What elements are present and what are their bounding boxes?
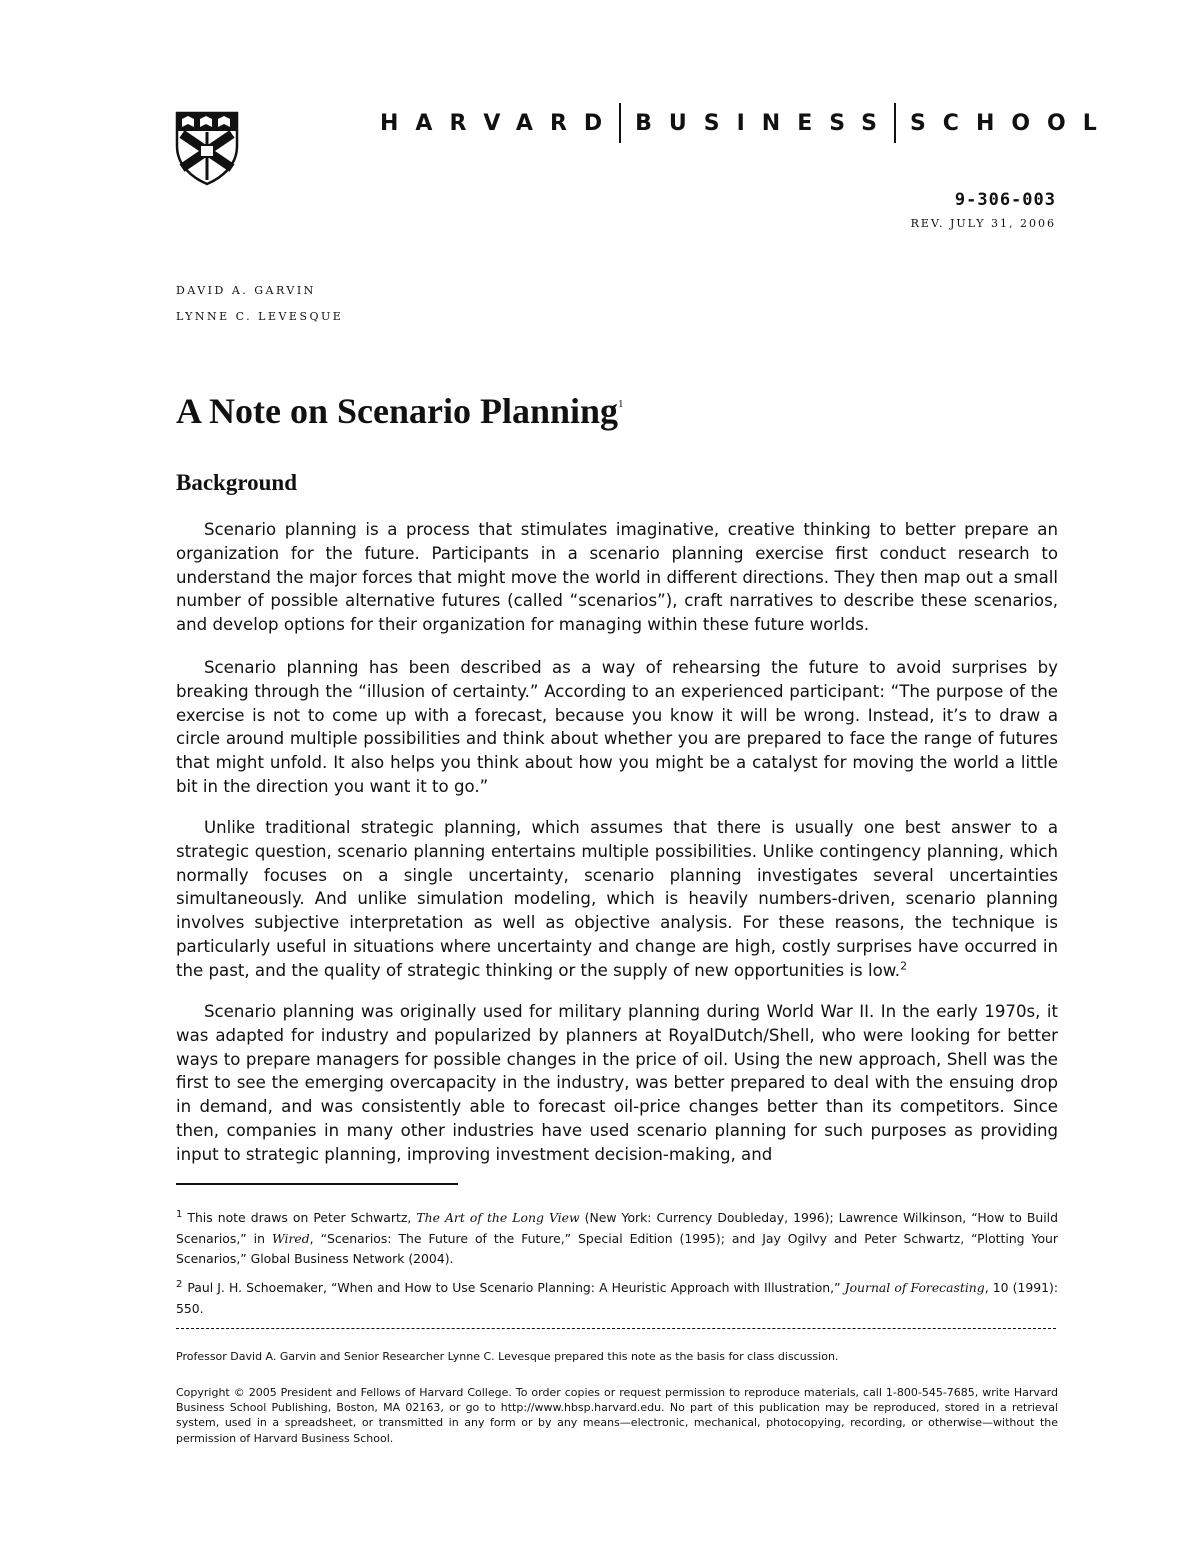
masthead-word-harvard: HARVARD xyxy=(380,110,620,136)
body-paragraph: Scenario planning was originally used for military planning during World War II. In the early 1970s, it was adapted for industry and popularized by planners at RoyalDutch/Shell, who were looking for better ways to prepare managers for possible changes in the price of oil. Using the new approach, Shell was the first to see the emerging overcapacity in the industry, was better prepared to deal with the ensuing drop in demand, and was consistently able to forecast oil-price changes better than its competitors. Since then, companies in many other industries have used scenario planning for such purposes as providing input to strategic planning, improving investment decision-making, and xyxy=(176,1002,1058,1164)
footnote-text: This note draws on Peter Schwartz, xyxy=(187,1210,417,1225)
footnote-italic: Journal of Forecasting xyxy=(844,1280,985,1295)
document-title xyxy=(176,390,624,432)
masthead-word-business: BUSINESS xyxy=(635,110,894,136)
body-paragraph: Scenario planning is a process that stimulates imaginative, creative thinking to better prepare an organization for the future. Participants in a scenario planning exercise first conduct research to understand the major forces that might move the world in different directions. They then map out a small number of possible alternative futures (called “scenarios”), craft narratives to describe these scenarios, and develop options for their organization for managing within these future worlds. xyxy=(176,520,1058,635)
footnote-separator xyxy=(176,1183,458,1185)
footnote-text: , “Scenarios: The Future of the Future,” Special Edition (1995); and Jay Ogilvy and Peter Schwartz, “Plotting Your Scenarios,” Global Business Network (2004). xyxy=(176,1230,1058,1266)
masthead-word-school: SCHOOL xyxy=(909,110,1114,136)
paragraph-text: Unlike traditional strategic planning, which assumes that there is usually one best answer to a strategic question, scenario planning entertains multiple possibilities. Unlike contingency planning, which normally focuses on a single uncertainty, scenario planning investigates several uncertainties simultaneously. And unlike simulation modeling, which is heavily numbers-driven, scenario planning involves subjective interpretation as well as objective analysis. For these reasons, the technique is particularly useful in situations where uncertainty and change are high, costly surprises have occurred in the past, and the quality of strategic thinking or the supply of new opportunities is low. xyxy=(176,818,1058,980)
footnote-italic: Wired xyxy=(271,1230,310,1246)
footnote-marker: 2 xyxy=(176,1278,183,1290)
footnote-reference: 2 xyxy=(900,959,908,973)
harvard-shield-icon xyxy=(174,110,240,186)
footnote-text: (New York: Currency Doubleday, 1996); Lawrence Wilkinson, “How to Build Scenarios,” in xyxy=(176,1210,1058,1246)
preparation-note: Professor David A. Garvin and Senior Researcher Lynne C. Levesque prepared this note as the basis for class discussion. xyxy=(176,1350,839,1363)
revision-date: REV. JULY 31, 2006 xyxy=(910,217,1056,230)
title-footnote-marker: 1 xyxy=(618,398,624,410)
section-heading: Background xyxy=(176,470,298,495)
institution-masthead xyxy=(380,103,1114,143)
footnote-italic: The Art of the Long View xyxy=(416,1210,580,1225)
footnote xyxy=(176,1278,1058,1319)
footnote xyxy=(176,1208,1058,1270)
author-name: DAVID A. GARVIN xyxy=(176,284,316,297)
footnote-marker: 1 xyxy=(176,1208,183,1220)
body-paragraph: Scenario planning has been described as a way of rehearsing the future to avoid surprises by breaking through the “illusion of certainty.” According to an experienced participant: “The purpose of the exercise is not to come up with a forecast, because you know it will be wrong. Instead, it’s to draw a circle around multiple possibilities and think about whether you are prepared to face the range of futures that might unfold. It also helps you think about how you might be a catalyst for moving the world a little bit in the direction you want it to go.” xyxy=(176,658,1058,796)
masthead-divider xyxy=(894,103,896,143)
footnote-text: , 10 (1991): 550. xyxy=(176,1280,1058,1316)
masthead-divider xyxy=(619,103,621,143)
dashed-separator xyxy=(176,1328,1056,1329)
copyright-notice: Copyright © 2005 President and Fellows of Harvard College. To order copies or request permission to reproduce materials, call 1-800-545-7685, write Harvard Business School Publishing, Boston, MA 02163, or go to http://www.hbsp.harvard.edu. No part of this publication may be reproduced, stored in a retrieval system, used in a spreadsheet, or transmitted in any form or by any means—electronic, mechanical, photocopying, recording, or otherwise—without the permission of Harvard Business School. xyxy=(176,1386,1058,1445)
body-paragraph xyxy=(176,816,1058,983)
case-number: 9-306-003 xyxy=(954,190,1056,210)
footnote-text: Paul J. H. Schoemaker, “When and How to Use Scenario Planning: A Heuristic Approach with Illustration,” xyxy=(187,1280,845,1295)
title-text: A Note on Scenario Planning xyxy=(176,391,619,431)
author-name: LYNNE C. LEVESQUE xyxy=(176,310,344,323)
